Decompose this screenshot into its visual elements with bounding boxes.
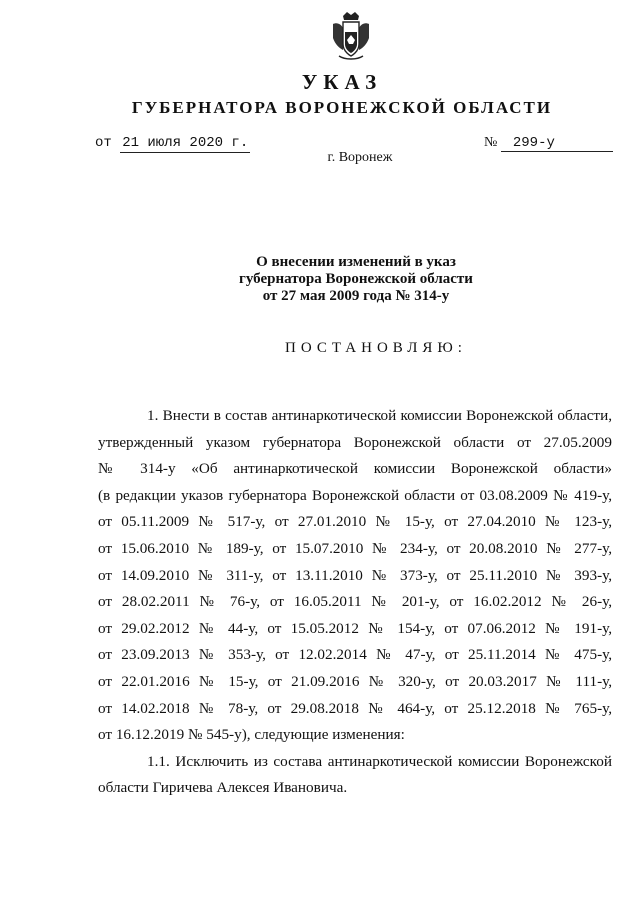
paragraph-1-1 — [98, 749, 612, 802]
text-line: от 29.02.2012 № 44-у, от 15.05.2012 № 154-у, от 07.06.2012 № 191-у, — [98, 619, 612, 637]
issuer-title: ГУБЕРНАТОРА ВОРОНЕЖСКОЙ ОБЛАСТИ — [131, 98, 553, 117]
text-line: области Гиричева Алексея Ивановича. — [98, 779, 348, 797]
text-line: от 14.09.2010 № 311-у, от 13.11.2010 № 373-у, от 25.11.2010 № 393-у, — [98, 566, 612, 584]
text-line: (в редакции указов губернатора Воронежской области от 03.08.2009 № 419-у, — [98, 486, 612, 504]
number-prefix: № — [484, 135, 498, 150]
city-label: г. Воронеж — [327, 150, 393, 165]
date-prefix: от — [95, 135, 112, 151]
document-type-title: УКАЗ — [301, 70, 383, 94]
document-body — [98, 403, 612, 802]
text-line: от 23.09.2013 № 353-у, от 12.02.2014 № 47-у, от 25.11.2014 № 475-у, — [98, 646, 612, 664]
text-line: от 05.11.2009 № 517-у, от 27.01.2010 № 15-у, от 27.04.2010 № 123-у, — [98, 513, 612, 531]
document-subject — [0, 254, 640, 305]
text-line: от 16.12.2019 № 545-у), следующие изменения: — [98, 726, 405, 744]
text-line: от 15.06.2010 № 189-у, от 15.07.2010 № 234-у, от 20.08.2010 № 277-у, — [98, 539, 612, 557]
decree-word: ПОСТАНОВЛЯЮ: — [285, 340, 467, 356]
coat-of-arms-icon — [329, 10, 373, 62]
text-line: № 314-у «Об антинаркотической комиссии Воронежской области» — [98, 460, 612, 478]
date-value: 21 июля 2020 г. — [122, 135, 249, 151]
text-line: 1.1. Исключить из состава антинаркотической комиссии Воронежской — [147, 752, 612, 770]
subject-line: О внесении изменений в указ — [256, 254, 456, 270]
text-line: от 28.02.2011 № 76-у, от 16.05.2011 № 201-у, от 16.02.2012 № 26-у, — [98, 593, 612, 611]
text-line: от 14.02.2018 № 78-у, от 29.08.2018 № 464-у, от 25.12.2018 № 765-у, — [98, 699, 612, 717]
document-number: 299-у — [501, 135, 613, 152]
text-line: 1. Внести в состав антинаркотической комиссии Воронежской области, — [147, 407, 612, 424]
text-line: от 22.01.2016 № 15-у, от 21.09.2016 № 320-у, от 20.03.2017 № 111-у, — [98, 672, 612, 690]
text-line: утвержденный указом губернатора Воронежской области от 27.05.2009 — [98, 433, 612, 451]
subject-line: от 27 мая 2009 года № 314-у — [262, 288, 450, 304]
subject-line: губернатора Воронежской области — [239, 271, 473, 287]
paragraph-1 — [98, 403, 612, 749]
